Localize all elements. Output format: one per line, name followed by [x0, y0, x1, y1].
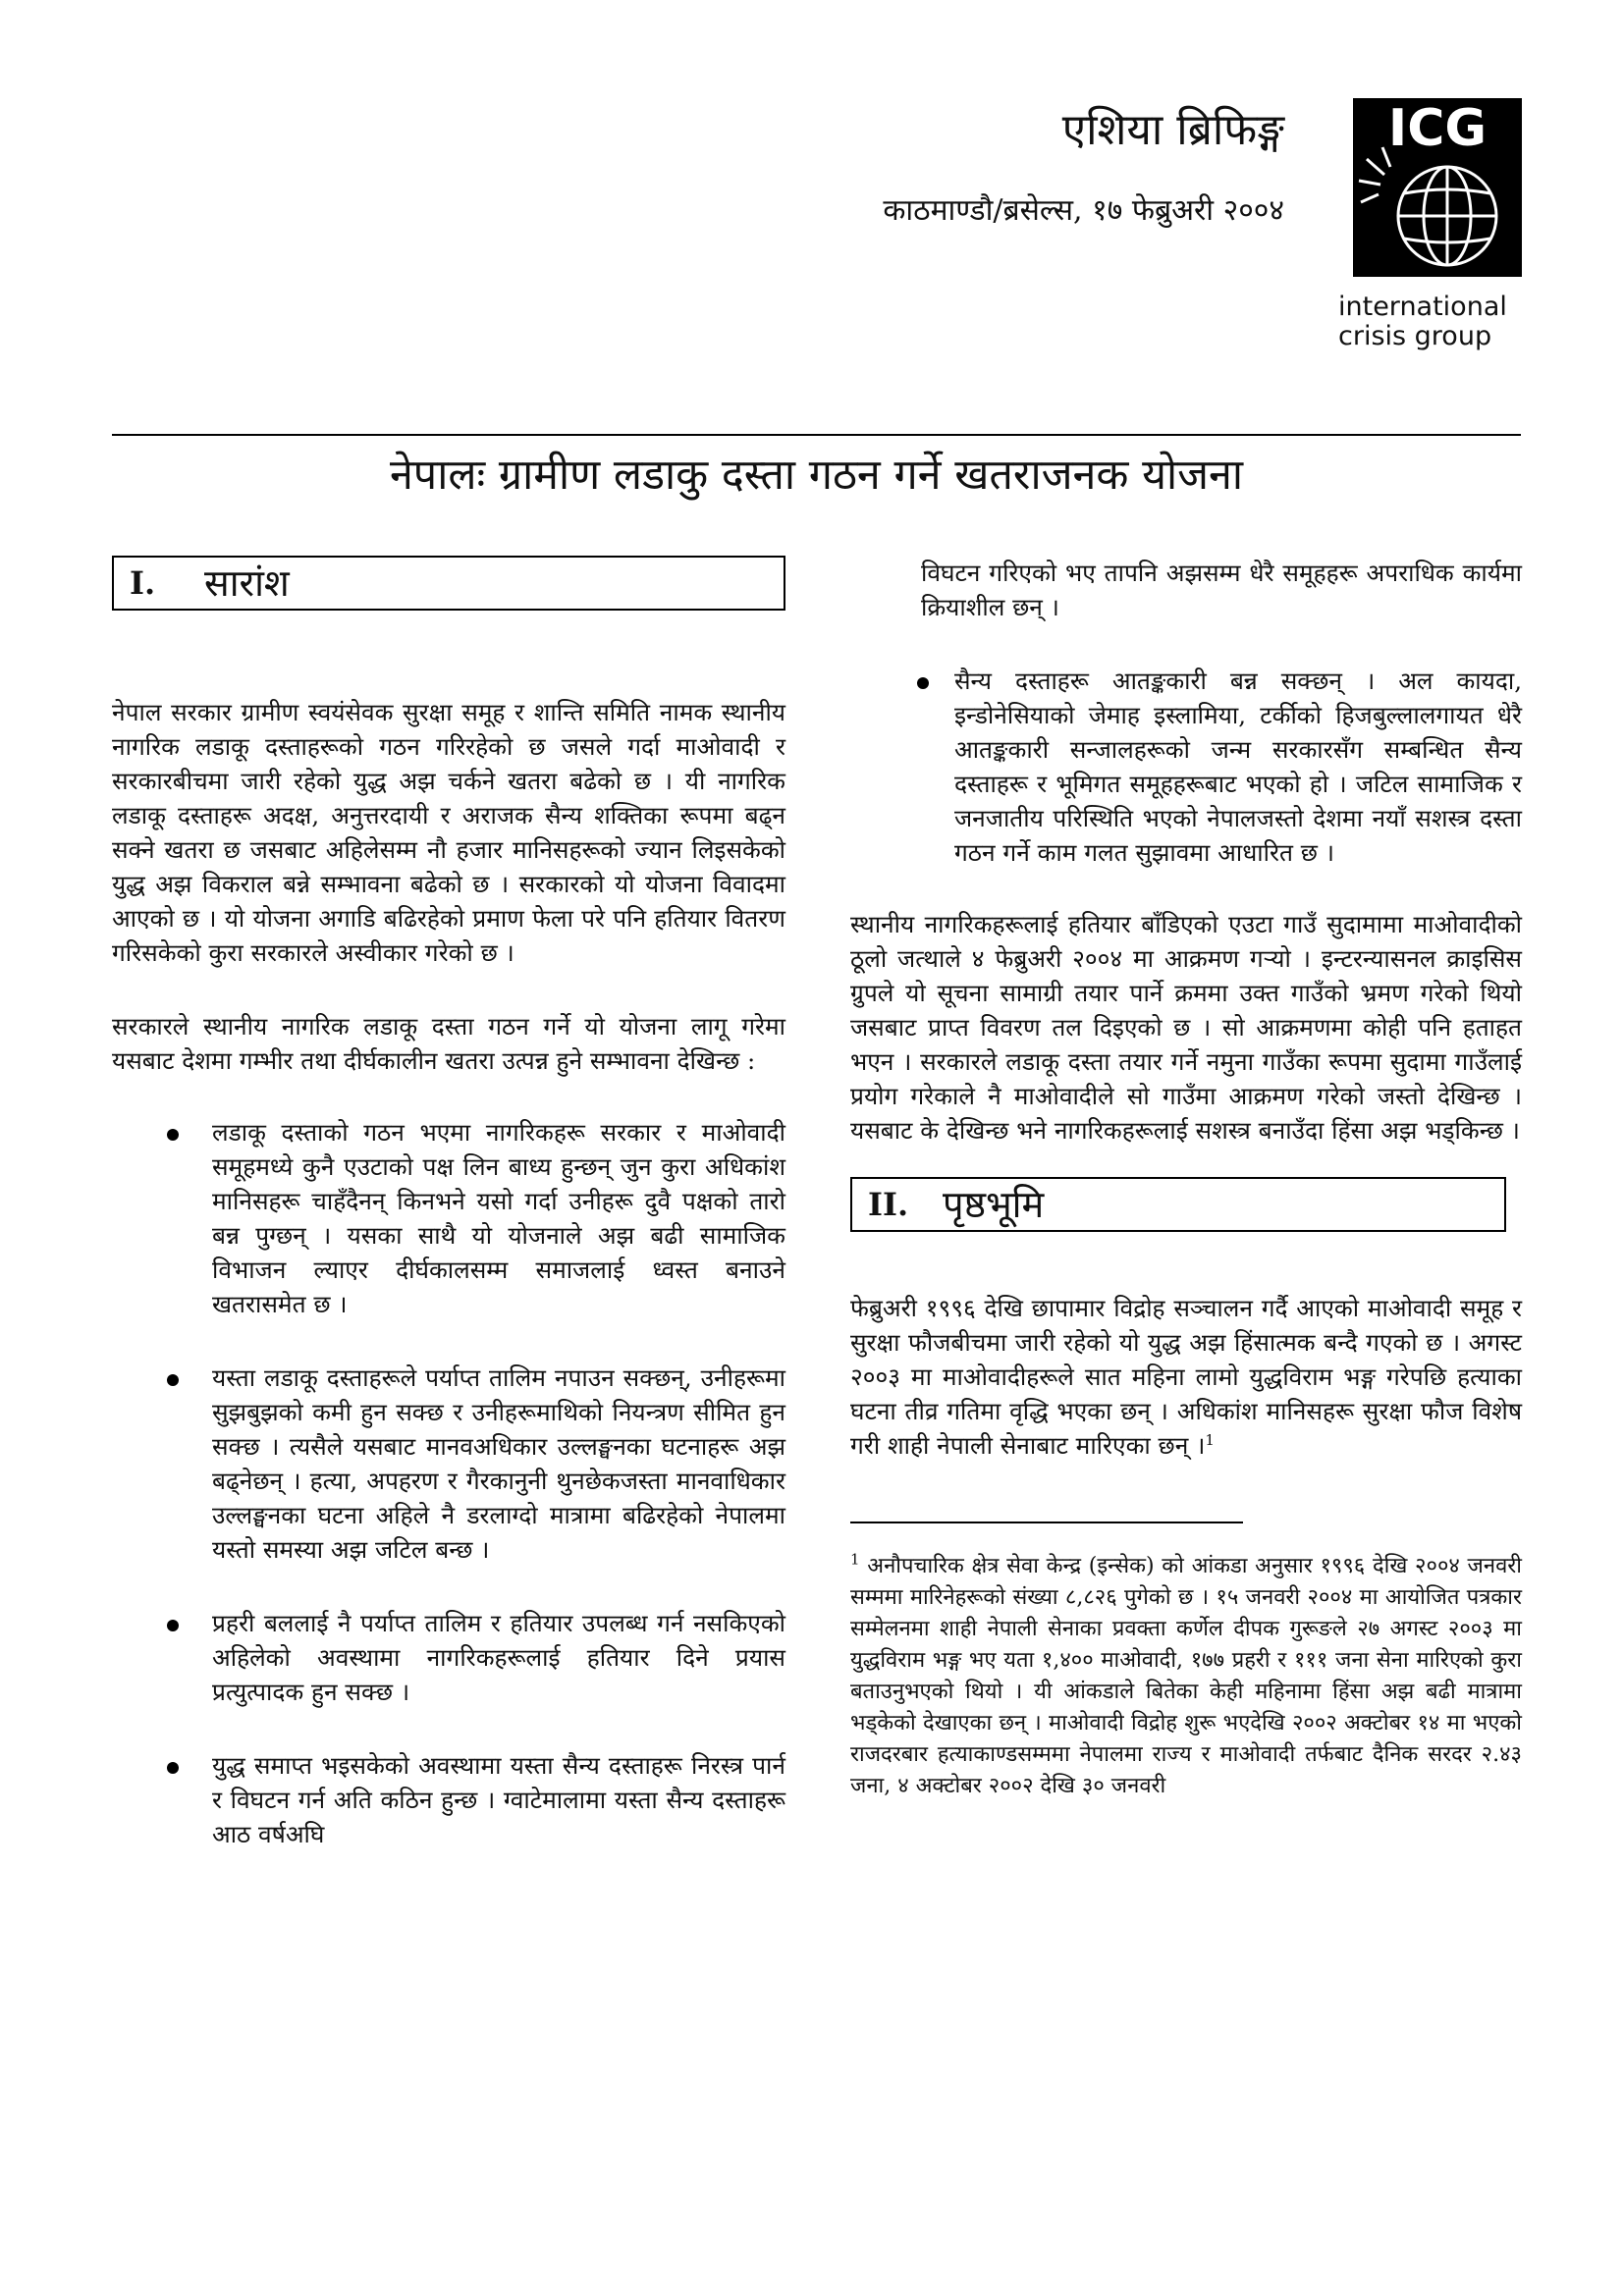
summary-paragraph-2: सरकारले स्थानीय नागरिक लडाकू दस्ता गठन गर्ने यो योजना लागू गरेमा यसबाट देशमा गम्भीर तथा दीर्घकालीन खतरा उत्पन्न हुने सम्भावना देखिन्छ :: [112, 1012, 785, 1075]
bullet-icon: [167, 1129, 179, 1141]
section-heading-summary: [112, 556, 785, 611]
document-title: नेपालः ग्रामीण लडाकु दस्ता गठन गर्ने खतराजनक योजना: [389, 451, 1244, 500]
risk-list-continued: [850, 664, 1522, 870]
footnote-number: 1: [850, 1550, 860, 1569]
globe-logo-icon: [1353, 98, 1522, 277]
bullet-icon: [167, 1620, 179, 1631]
icg-logo: [1353, 98, 1522, 277]
title-rule: [112, 434, 1521, 436]
list-item: लडाकू दस्ताको गठन भएमा नागरिकहरू सरकार र माओवादी समूहमध्ये कुनै एउटाको पक्ष लिन बाध्य हुन्छन् जुन कुरा अधिकांश मानिसहरू चाहँदैनन् किनभने यसो गर्दा उनीहरू दुवै पक्षको तारो बन्न पुग्छन् । यसका साथै यो योजनाले अझ बढी सामाजिक विभाजन ल्याएर दीर्घकालसम्म समाजलाई ध्वस्त बनाउने खतरासमेत छ ।: [112, 1115, 785, 1321]
bullet-icon: [917, 677, 929, 689]
section-number: II.: [868, 1185, 909, 1223]
left-column: [112, 556, 785, 1851]
list-item: यस्ता लडाकू दस्ताहरूले पर्याप्त तालिम नपाउन सक्छन्, उनीहरूमा सुझबुझको कमी हुन सक्छ र उनीहरूमाथिको नियन्त्रण सीमित हुन सक्छ । त्यसैले यसबाट मानवअधिकार उल्लङ्घनका घटनाहरू अझ बढ्नेछन् । हत्या, अपहरण र गैरकानुनी थुनछेकजस्ता मानवाधिकार उल्लङ्घनका घटना अहिले नै डरलाग्दो मात्रामा बढिरहेको नेपालमा यस्तो समस्या अझ जटिल बन्छ ।: [112, 1361, 785, 1567]
footnote-rule: [850, 1522, 1243, 1523]
section-heading-background: [850, 1177, 1506, 1232]
section-number: I.: [130, 563, 156, 602]
list-item: प्रहरी बललाई नै पर्याप्त तालिम र हतियार उपलब्ध गर्न नसकिएको अहिलेको अवस्थामा नागरिकहरूलाई हतियार दिने प्रयास प्रत्युत्पादक हुन सक्छ ।: [112, 1606, 785, 1709]
org-name-line-1: international: [1338, 292, 1507, 322]
right-column: [850, 556, 1522, 1802]
background-paragraph-1: फेब्रुअरी १९९६ देखि छापामार विद्रोह सञ्चालन गर्दै आएको माओवादी समूह र सुरक्षा फौजबीचमा जारी रहेको यो युद्ध अझ हिंसात्मक बन्दै गएको छ । अगस्ट २००३ मा माओवादीहरूले सात महिना लामो युद्धविराम भङ्ग गरेपछि हत्याका घटना तीव्र गतिमा वृद्धि भएका छन् । अधिकांश मानिसहरू सुरक्षा फौज विशेष गरी शाही नेपाली सेनाबाट मारिएका छन् ।$^1$: [850, 1294, 1522, 1460]
summary-paragraph-1: नेपाल सरकार ग्रामीण स्वयंसेवक सुरक्षा समूह र शान्ति समिति नामक स्थानीय नागरिक लडाकू दस्ताहरूको गठन गरिरहेको छ जसले गर्दा माओवादी र सरकारबीचमा जारी रहेको युद्ध अझ चर्कने खतरा बढेको छ । यी नागरिक लडाकू दस्ताहरू अदक्ष, अनुत्तरदायी र अराजक सैन्य शक्तिका रूपमा बढ्न सक्ने खतरा छ जसबाट अहिलेसम्म नौ हजार मानिसहरूको ज्यान लिइसकेको युद्ध अझ विकराल बन्ने सम्भावना बढेको छ । सरकारको यो योजना विवादमा आएको छ । यो योजना अगाडि बढिरहेको प्रमाण फेला परे पनि हतियार वितरण गरिसकेको कुरा सरकारले अस्वीकार गरेको छ ।: [112, 698, 785, 967]
list-item: युद्ध समाप्त भइसकेको अवस्थामा यस्ता सैन्य दस्ताहरू निरस्त्र पार्न र विघटन गर्न अति कठिन हुन्छ । ग्वाटेमालामा यस्ता सैन्य दस्ताहरू आठ वर्षअघि: [112, 1748, 785, 1851]
org-name-line-2: crisis group: [1338, 321, 1492, 351]
organization-name: [1338, 293, 1507, 351]
bullet-icon: [167, 1374, 179, 1386]
bullet-icon: [167, 1762, 179, 1774]
bullet-continuation: विघटन गरिएको भए तापनि अझसम्म धेरै समूहहरू अपराधिक कार्यमा क्रियाशील छन् ।: [921, 559, 1522, 621]
list-item: सैन्य दस्ताहरू आतङ्ककारी बन्न सक्छन् । अल कायदा, इन्डोनेसियाको जेमाह इस्लामिया, टर्कीको हिजबुल्लालगायत धेरै आतङ्ककारी सन्जालहरूको जन्म सरकारसँग सम्बन्धित सैन्य दस्ताहरू र भूमिगत समूहहरूबाट भएको हो । जटिल सामाजिक र जनजातीय परिस्थिति भएको नेपालजस्तो देशमा नयाँ सशस्त्र दस्ता गठन गर्ने काम गलत सुझावमा आधारित छ ।: [850, 664, 1522, 870]
footnote-text: अनौपचारिक क्षेत्र सेवा केन्द्र (इन्सेक) को आंकडा अनुसार १९९६ देखि २००४ जनवरी सम्ममा मारिनेहरूको संख्या ८,८२६ पुगेको छ । १५ जनवरी २००४ मा आयोजित पत्रकार सम्मेलनमा शाही नेपाली सेनाका प्रवक्ता कर्णेल दीपक गुरूङले २७ अगस्ट २००३ मा युद्धविराम भङ्ग भए यता १,४०० माओवादी, १७७ प्रहरी र १११ जना सेना मारिएको कुरा बताउनुभएको थियो । यी आंकडाले बितेका केही महिनामा हिंसा अझ बढी मात्रामा भड्केको देखाएका छन् । माओवादी विद्रोह शुरू भएदेखि २००२ अक्टोबर १४ मा भएको राजदरबार हत्याकाण्डसम्ममा नेपालमा राज्य र माओवादी तर्फबाट दैनिक सरदर २.४३ जना, ४ अक्टोबर २००२ देखि ३० जनवरी: [850, 1554, 1523, 1798]
footnote: [850, 1551, 1522, 1802]
footnote-ref: 1: [1205, 1430, 1215, 1449]
briefing-label: एशिया ब्रिफिङ्ग: [1061, 105, 1284, 155]
risk-list: [112, 1115, 785, 1851]
logo-text: ICG: [1387, 99, 1488, 158]
summary-paragraph-3: स्थानीय नागरिकहरूलाई हतियार बाँडिएको एउटा गाउँ सुदामामा माओवादीको ठूलो जत्थाले ४ फेब्रुअरी २००४ मा आक्रमण गऱ्यो । इन्टरन्यासनल क्राइसिस ग्रुपले यो सूचना सामाग्री तयार पार्ने क्रममा उक्त गाउँको भ्रमण गरेको थियो जसबाट प्राप्त विवरण तल दिइएको छ । सो आक्रमणमा कोही पनि हताहत भएन । सरकारले लडाकू दस्ता तयार गर्ने नमुना गाउँका रूपमा सुदामा गाउँलाई प्रयोग गरेकाले नै माओवादीले सो गाउँमा आक्रमण गरेको जस्तो देखिन्छ । यसबाट के देखिन्छ भने नागरिकहरूलाई सशस्त्र बनाउँदा हिंसा अझ भड्किन्छ ।: [850, 910, 1522, 1145]
section-title: पृष्ठभूमि: [943, 1182, 1045, 1226]
section-title: सारांश: [204, 561, 290, 605]
dateline: काठमाण्डौ/ब्रसेल्स, १७ फेब्रुअरी २००४: [883, 193, 1284, 228]
